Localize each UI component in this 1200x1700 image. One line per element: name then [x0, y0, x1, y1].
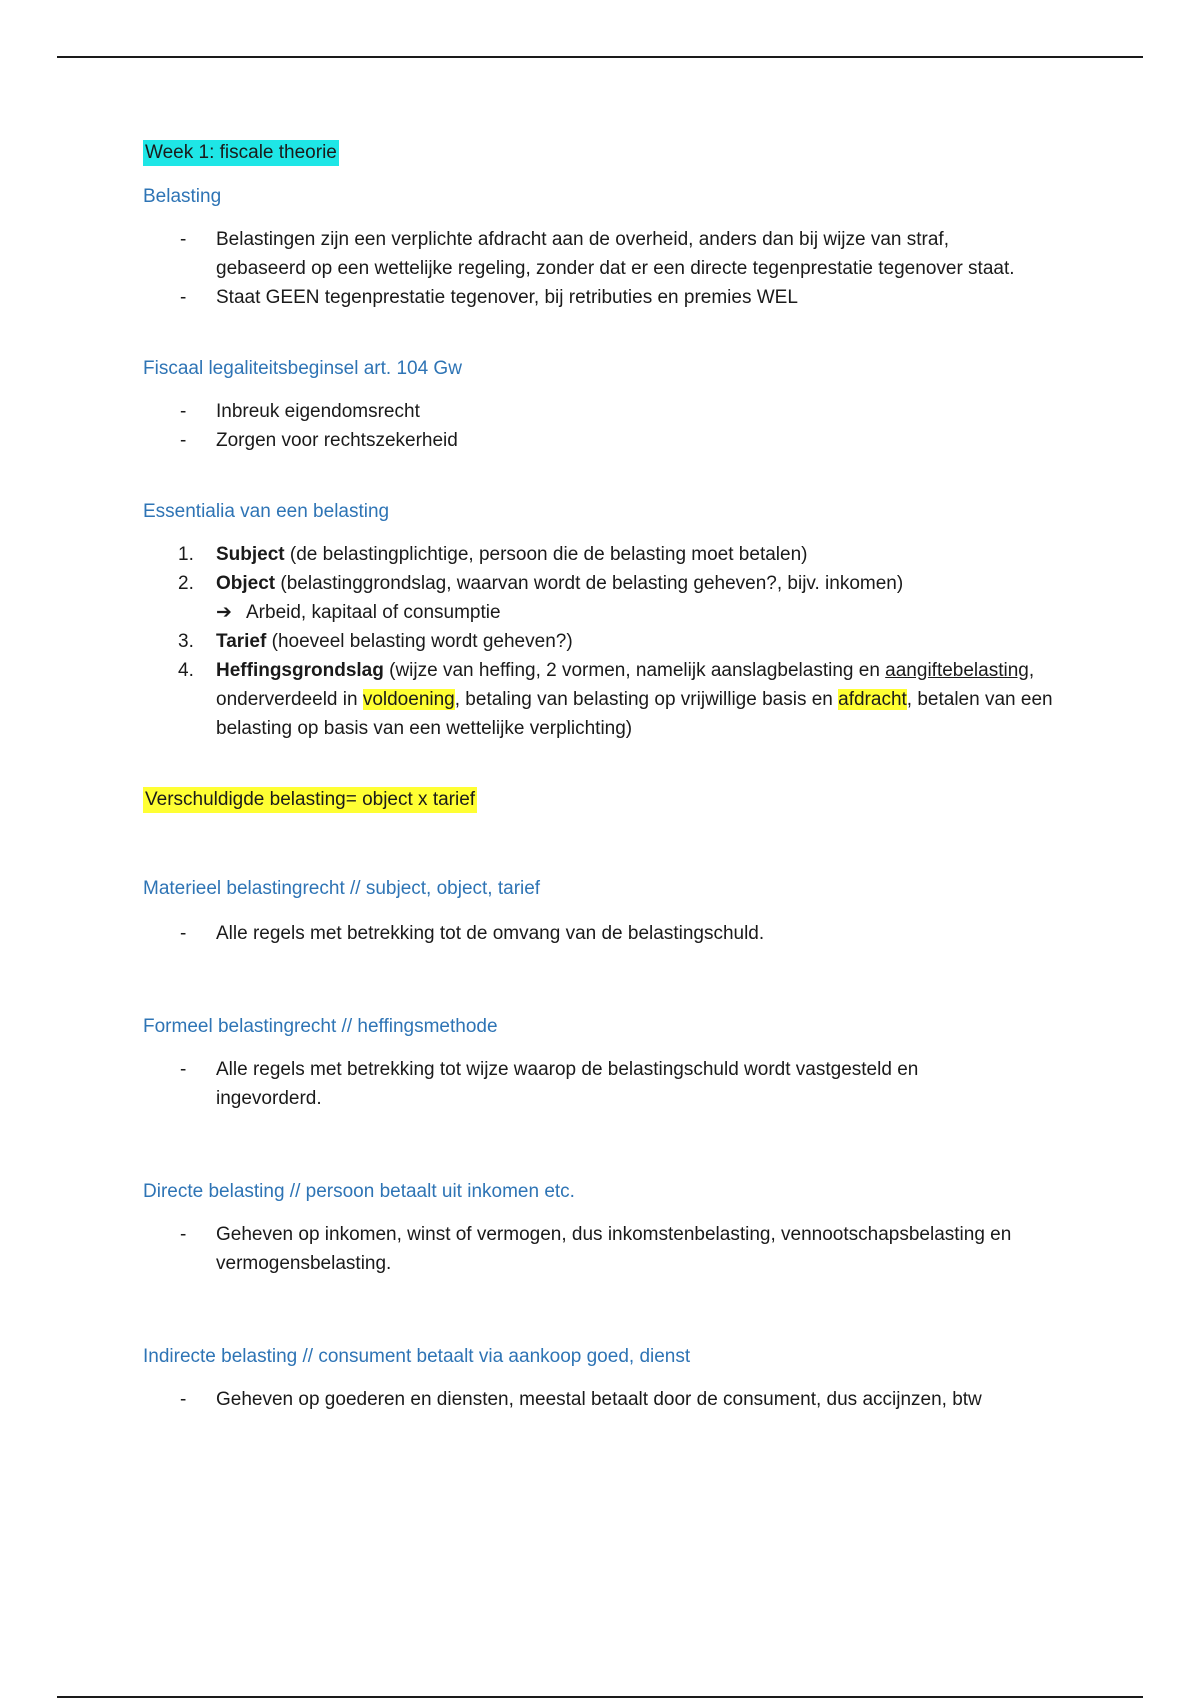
sub-line [216, 598, 1063, 627]
term-description: (wijze van heffing, 2 vormen, namelijk aanslagbelasting en [383, 660, 886, 681]
highlighted-term: afdracht [838, 689, 907, 710]
footer-rule [57, 1696, 1143, 1698]
list-number: 3. [178, 631, 194, 652]
list-item [143, 656, 1063, 743]
formula: Verschuldigde belasting= object x tarief [143, 787, 477, 813]
term-subject: Subject [216, 544, 285, 565]
list-number: 4. [178, 660, 194, 681]
arrow-right-icon: ➔ [216, 602, 232, 623]
list-item: - Staat GEEN tegenprestatie tegenover, bij retributies en premies WEL [143, 283, 1023, 312]
header-rule [57, 56, 1143, 58]
highlighted-term: voldoening [362, 689, 455, 710]
list-legaliteit [143, 397, 1063, 455]
list-item: - Alle regels met betrekking tot de omvang van de belastingschuld. [143, 919, 1063, 948]
list-item: - Geheven op inkomen, winst of vermogen, dus inkomstenbelasting, vennootschapsbelasting en vermogensbelasting. [143, 1220, 1043, 1278]
document-page [143, 140, 1063, 1414]
list-belasting [143, 225, 1023, 312]
term-description: , betalen van een belasting op basis van een wettelijke verplichting) [216, 689, 1053, 739]
formula-block [143, 787, 1063, 813]
list-item [143, 540, 1063, 569]
heading-essentialia: Essentialia van een belasting [143, 501, 390, 522]
page-title: Week 1: fiscale theorie [143, 140, 339, 166]
list-item [143, 627, 1063, 656]
list-materieel [143, 919, 1063, 948]
list-number: 1. [178, 544, 194, 565]
heading-indirect: Indirecte belasting // consument betaalt via aankoop goed, dienst [143, 1346, 691, 1367]
list-direct [143, 1220, 1043, 1278]
term-object: Object [216, 573, 276, 594]
heading-formeel: Formeel belastingrecht // heffingsmethode [143, 1016, 498, 1037]
list-item: - Alle regels met betrekking tot wijze waarop de belastingschuld wordt vastgesteld en ingevorderd. [143, 1055, 1023, 1113]
term-tarief: Tarief [216, 631, 267, 652]
term-description: , betaling van belasting op vrijwillige basis en [454, 689, 839, 710]
list-item: - Inbreuk eigendomsrecht [143, 397, 1063, 426]
list-item [143, 569, 1063, 627]
term-heffingsgrondslag: Heffingsgrondslag [216, 660, 384, 681]
term-description: (belastinggrondslag, waarvan wordt de belasting geheven?, bijv. inkomen) [275, 573, 904, 594]
list-number: 2. [178, 573, 194, 594]
heading-belasting: Belasting [143, 186, 222, 207]
list-formeel [143, 1055, 1023, 1113]
heading-legaliteit: Fiscaal legaliteitsbeginsel art. 104 Gw [143, 358, 462, 379]
term-description: , onderverdeeld in [216, 660, 1035, 710]
list-item: - Belastingen zijn een verplichte afdracht aan de overheid, anders dan bij wijze van straf, gebaseerd op een wettelijke regeling, zonder dat er een directe tegenprestatie tegenover staat. [143, 225, 1023, 283]
heading-direct: Directe belasting // persoon betaalt uit inkomen etc. [143, 1181, 575, 1202]
term-description: (hoeveel belasting wordt geheven?) [266, 631, 573, 652]
heading-materieel: Materieel belastingrecht // subject, object, tarief [143, 878, 541, 899]
sub-text: Arbeid, kapitaal of consumptie [246, 602, 501, 623]
title-block [143, 140, 1063, 166]
list-item: - Zorgen voor rechtszekerheid [143, 426, 1063, 455]
list-essentialia [143, 540, 1063, 743]
list-indirect [143, 1385, 1063, 1414]
list-item: - Geheven op goederen en diensten, meestal betaalt door de consument, dus accijnzen, btw [143, 1385, 1063, 1414]
underlined-term: aangiftebelasting [885, 660, 1029, 681]
term-description: (de belastingplichtige, persoon die de belasting moet betalen) [284, 544, 808, 565]
